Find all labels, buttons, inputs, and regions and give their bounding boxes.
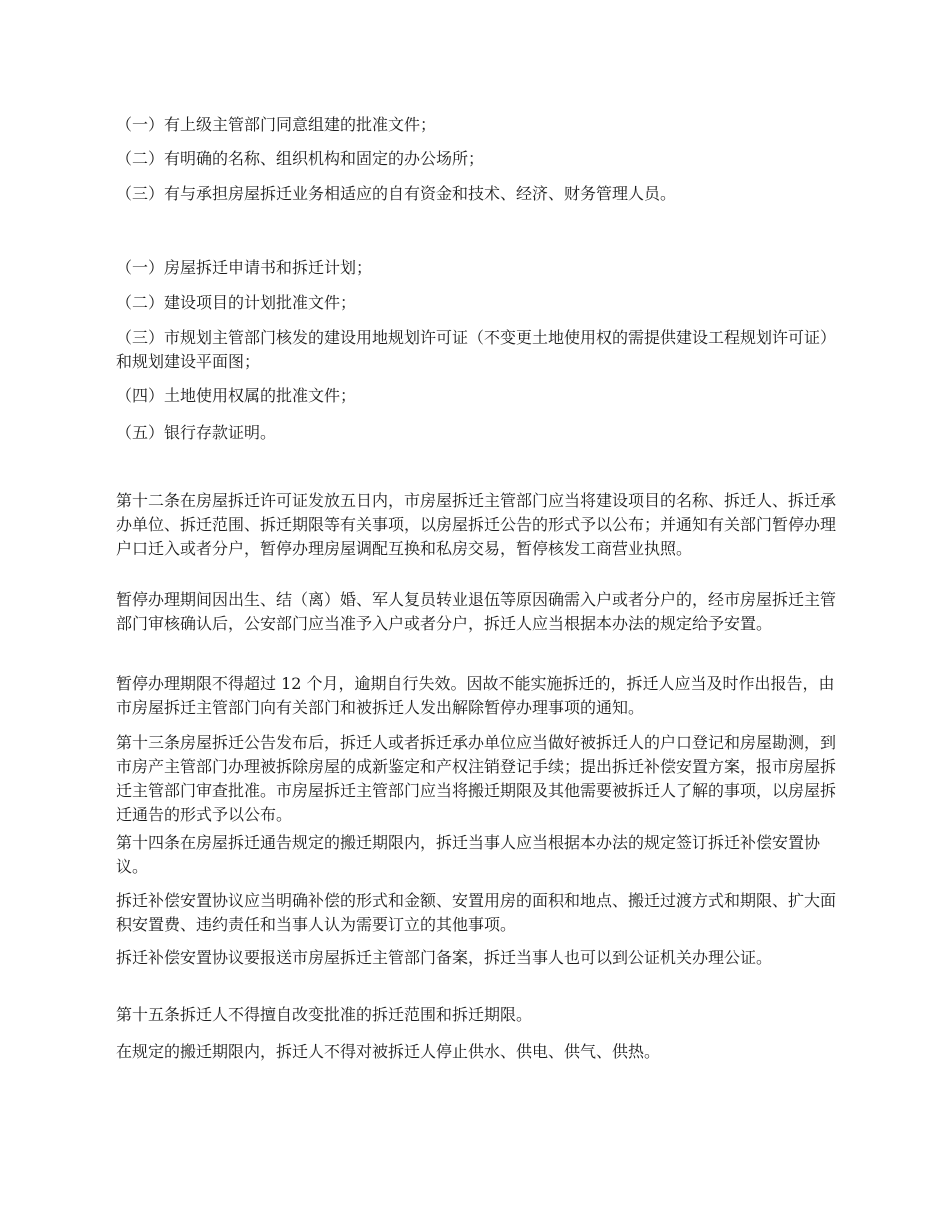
paragraph: 第十四条在房屋拆迁通告规定的搬迁期限内，拆迁当事人应当根据本办法的规定签订拆迁补偿安置协议。 xyxy=(116,833,821,876)
paragraph: 第十二条在房屋拆迁许可证发放五日内，市房屋拆迁主管部门应当将建设项目的名称、拆迁人、拆迁承办单位、拆迁范围、拆迁期限等有关事项，以房屋拆迁公告的形式予以公布；并通知有关部门暂停办理户口迁入或者分户，暂停办理房屋调配互换和私房交易，暂停核发工商营业执照。 xyxy=(116,491,837,558)
paragraph: 拆迁补偿安置协议应当明确补偿的形式和金额、安置用房的面积和地点、搬迁过渡方式和期限、扩大面积安置费、违约责任和当事人认为需要订立的其他事项。 xyxy=(116,891,837,934)
paragraph: 第十五条拆迁人不得擅自改变批准的拆迁范围和拆迁期限。 xyxy=(116,1005,533,1024)
paragraph: 在规定的搬迁期限内，拆迁人不得对被拆迁人停止供水、供电、供气、供热。 xyxy=(116,1042,661,1061)
paragraph: （四）土地使用权属的批准文件； xyxy=(116,386,357,405)
paragraph: （一）房屋拆迁申请书和拆迁计划； xyxy=(116,258,373,277)
paragraph: （二）有明确的名称、组织机构和固定的办公场所； xyxy=(116,149,485,168)
paragraph: （一）有上级主管部门同意组建的批准文件； xyxy=(116,115,437,134)
paragraph: 暂停办理期限不得超过 12 个月，逾期自行失效。因故不能实施拆迁的，拆迁人应当及时作出报告，由市房屋拆迁主管部门向有关部门和被拆迁人发出解除暂停办理事项的通知。 xyxy=(116,674,835,717)
paragraph: 暂停办理期间因出生、结（离）婚、军人复员转业退伍等原因确需入户或者分户的，经市房屋拆迁主管部门审核确认后，公安部门应当准予入户或者分户，拆迁人应当根据本办法的规定给予安置。 xyxy=(116,590,837,633)
paragraph: （三）市规划主管部门核发的建设用地规划许可证（不变更土地使用权的需提供建设工程规划许可证）和规划建设平面图； xyxy=(116,328,837,371)
paragraph: （五）银行存款证明。 xyxy=(116,423,277,442)
paragraph: 拆迁补偿安置协议要报送市房屋拆迁主管部门备案，拆迁当事人也可以到公证机关办理公证。 xyxy=(116,948,773,967)
paragraph: （三）有与承担房屋拆迁业务相适应的自有资金和技术、经济、财务管理人员。 xyxy=(116,184,677,203)
paragraph: （二）建设项目的计划批准文件； xyxy=(116,293,357,312)
paragraph: 第十三条房屋拆迁公告发布后，拆迁人或者拆迁承办单位应当做好被拆迁人的户口登记和房屋勘测，到市房产主管部门办理被拆除房屋的成新鉴定和产权注销登记手续；提出拆迁补偿安置方案，报市房屋拆迁主管部门审查批准。市房屋拆迁主管部门应当将搬迁期限及其他需要被拆迁人了解的事项，以房屋拆迁通告的形式予以公布。 xyxy=(116,733,837,824)
